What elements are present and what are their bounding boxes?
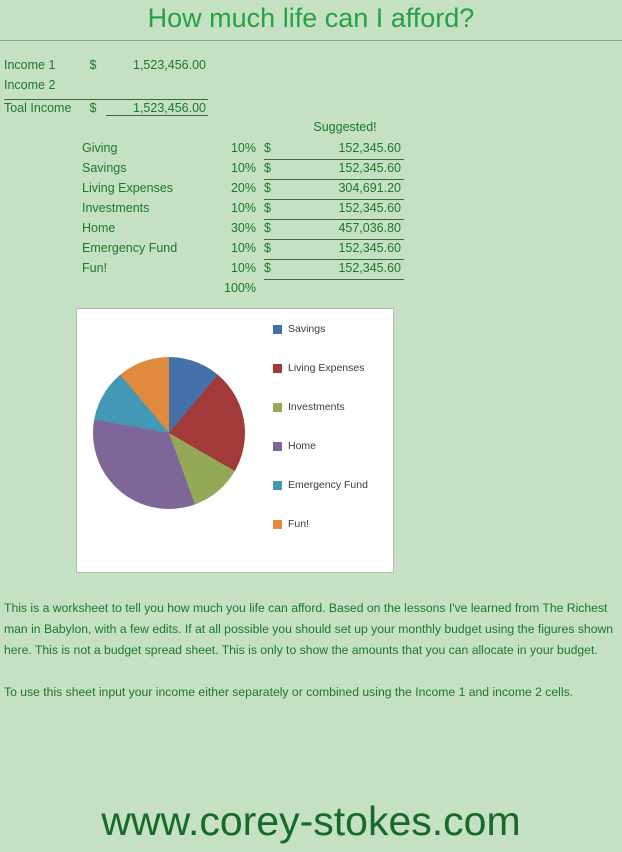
allocation-amount-cell: [264, 141, 404, 160]
chart-legend: [273, 323, 391, 557]
allocation-name: Home: [82, 221, 116, 235]
allocation-percent[interactable]: 10%: [230, 141, 256, 155]
table-row: [82, 221, 404, 241]
allocation-amount-cell: [264, 221, 404, 240]
legend-item: [273, 401, 391, 427]
allocation-amount: 152,345.60: [338, 201, 401, 215]
legend-label: Investments: [288, 401, 345, 413]
allocation-name: Investments: [82, 201, 150, 215]
allocation-total-row: [82, 281, 404, 301]
allocation-percent[interactable]: 10%: [230, 161, 256, 175]
allocation-percent[interactable]: 30%: [230, 221, 256, 235]
legend-label: Savings: [288, 323, 326, 335]
allocation-name: Giving: [82, 141, 118, 155]
allocation-name: Living Expenses: [82, 181, 174, 195]
pie-chart-plot: [93, 357, 263, 527]
table-row: [82, 141, 404, 161]
legend-label: Emergency Fund: [288, 479, 368, 491]
table-row: [82, 161, 404, 181]
pie-chart: [76, 308, 394, 573]
total-income-row: [4, 99, 208, 121]
legend-item: [273, 362, 391, 388]
table-row: [82, 261, 404, 281]
total-income-value: 1,523,456.00: [106, 101, 208, 116]
legend-item: [273, 323, 391, 349]
allocation-table: [82, 141, 404, 301]
suggested-header: Suggested!: [313, 120, 377, 134]
legend-swatch-icon: [273, 403, 282, 412]
income-1-currency: $: [89, 58, 97, 72]
legend-label: Fun!: [288, 518, 310, 530]
allocation-percent[interactable]: 10%: [230, 261, 256, 275]
income-row-2: [4, 78, 208, 98]
description-paragraph-2: To use this sheet input your income either separately or combined using the Income 1 and income 2 cells.: [4, 685, 574, 699]
table-row: [82, 181, 404, 201]
legend-swatch-icon: [273, 520, 282, 529]
allocation-amount-cell: [264, 201, 404, 220]
footer: [0, 794, 622, 852]
allocation-name: Fun!: [82, 261, 108, 275]
allocation-amount: 152,345.60: [338, 261, 401, 275]
allocation-percent[interactable]: 10%: [230, 201, 256, 215]
description-text: [4, 598, 618, 724]
allocation-currency: $: [264, 141, 271, 155]
table-row: [82, 241, 404, 261]
allocation-currency: $: [264, 201, 271, 215]
income-1-label: Income 1: [4, 58, 56, 72]
allocation-amount: 152,345.60: [338, 241, 401, 255]
allocation-amount-cell: [264, 241, 404, 260]
legend-label: Living Expenses: [288, 362, 365, 374]
page-title: [0, 0, 622, 38]
allocation-amount-cell: [264, 161, 404, 180]
allocation-name: Emergency Fund: [82, 241, 178, 255]
legend-swatch-icon: [273, 364, 282, 373]
legend-swatch-icon: [273, 481, 282, 490]
description-paragraph-1: This is a worksheet to tell you how much you life can afford. Based on the lessons I've learned from The Richest man in Babylon, with a few edits. If at all possible you should set up your monthly budget using the figures shown here. This is not a budget spread sheet. This is only to show the amounts that you can allocate in your budget.: [4, 601, 614, 657]
allocation-total-percent: 100%: [224, 281, 256, 295]
title-divider: [0, 40, 622, 41]
allocation-amount-cell: [264, 181, 404, 200]
legend-swatch-icon: [273, 442, 282, 451]
allocation-currency: $: [264, 221, 271, 235]
total-income-currency: $: [89, 101, 97, 115]
allocation-amount: 152,345.60: [338, 141, 401, 155]
income-row-1: [4, 58, 208, 78]
allocation-amount: 304,691.20: [338, 181, 401, 195]
legend-item: [273, 479, 391, 505]
allocation-currency: $: [264, 161, 271, 175]
income-section: [4, 58, 208, 121]
allocation-currency: $: [264, 261, 271, 275]
allocation-percent[interactable]: 10%: [230, 241, 256, 255]
allocation-percent[interactable]: 20%: [230, 181, 256, 195]
income-2-label: Income 2: [4, 78, 56, 92]
allocation-name: Savings: [82, 161, 127, 175]
income-1-value[interactable]: 1,523,456.00: [133, 58, 206, 72]
allocation-currency: $: [264, 181, 271, 195]
allocation-amount: 457,036.80: [338, 221, 401, 235]
table-row: [82, 201, 404, 221]
legend-item: [273, 518, 391, 544]
legend-swatch-icon: [273, 325, 282, 334]
total-income-label: Toal Income: [4, 101, 72, 115]
legend-label: Home: [288, 440, 317, 452]
legend-item: [273, 440, 391, 466]
allocation-amount: 152,345.60: [338, 161, 401, 175]
page-title-text: How much life can I afford?: [147, 3, 475, 33]
website-text: www.corey-stokes.com: [101, 798, 521, 844]
pie-slices: [93, 357, 245, 509]
allocation-amount-cell: [264, 261, 404, 280]
allocation-currency: $: [264, 241, 271, 255]
